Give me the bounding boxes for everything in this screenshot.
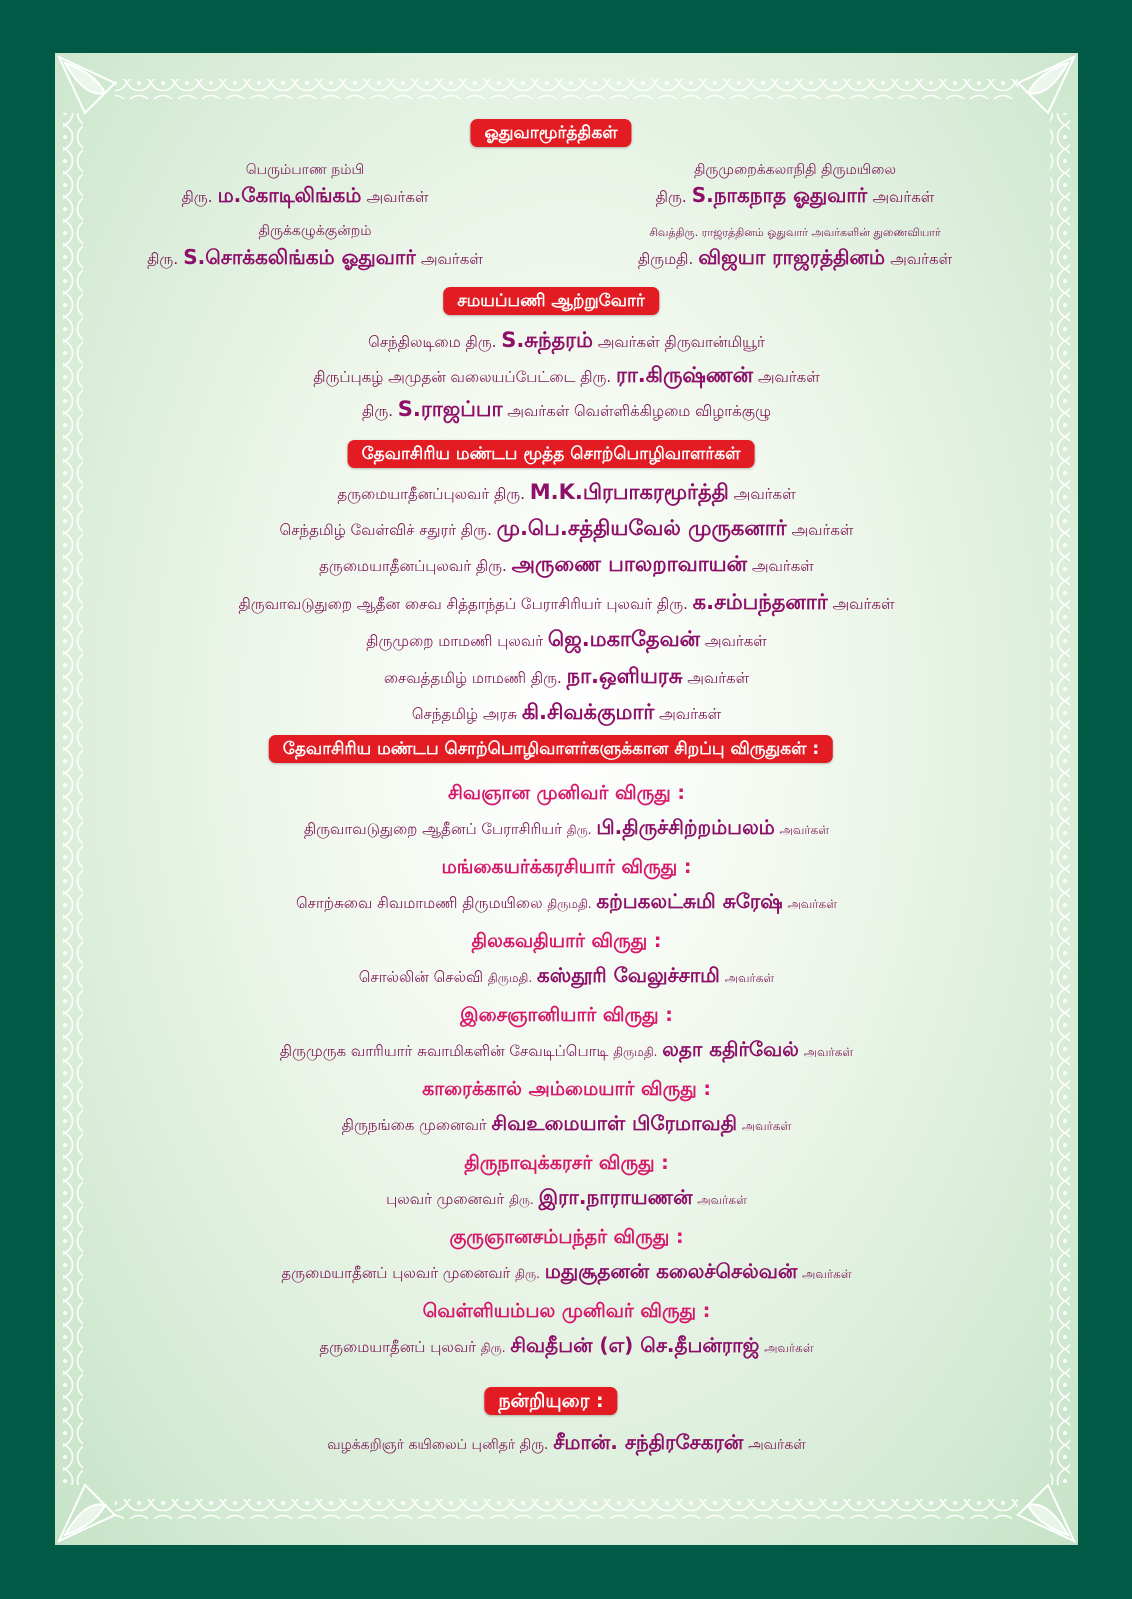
person-name: ம.கோடிலிங்கம் xyxy=(217,183,362,207)
line-prefix: தருமையாதீனப்புலவர் திரு. xyxy=(319,557,507,575)
person-name: ஜெ.மகாதேவன் xyxy=(547,627,701,651)
person-name: கற்பகலட்சுமி சுரேஷ் xyxy=(596,889,783,913)
person-name: லதா கதிர்வேல் xyxy=(662,1037,799,1061)
line-prefix: திரு. xyxy=(362,402,393,420)
award-recipient xyxy=(55,1260,1078,1285)
senior-speaker-line xyxy=(55,665,1078,689)
line-prefix: சொற்சுவை சிவமாமணி திருமயிலை xyxy=(295,894,543,912)
award-recipient xyxy=(55,1112,1078,1137)
line-prefix: தருமையாதீனப் புலவர் xyxy=(319,1338,477,1356)
honorific: திரு. xyxy=(147,250,179,268)
senior-speaker-line xyxy=(55,481,1078,505)
award-recipient xyxy=(55,1334,1078,1359)
person-name: சீமான். சந்திரசேகரன் xyxy=(553,1430,744,1454)
person-name: க.சம்பந்தனார் xyxy=(692,590,828,614)
award-recipient xyxy=(55,1186,1078,1211)
samayappani-line-1 xyxy=(55,329,1078,353)
person-name: மதுசூதனன் கலைச்செல்வன் xyxy=(544,1259,798,1283)
award-title: வெள்ளியம்பல முனிவர் விருது : xyxy=(422,1300,711,1322)
award-title: திருநாவுக்கரசர் விருது : xyxy=(464,1152,669,1174)
thanks-header: நன்றியுரை : xyxy=(484,1387,617,1415)
line-prefix: திருவாவடுதுறை ஆதீனப் பேராசிரியர் xyxy=(303,820,563,838)
award-title: மங்கையர்க்கரசியார் விருது : xyxy=(441,856,692,878)
line-prefix: தருமையாதீனப் புலவர் முனைவர் xyxy=(281,1264,511,1282)
honorific: திருமதி. xyxy=(637,250,694,268)
person-name: இரா.நாராயணன் xyxy=(538,1185,693,1209)
line-suffix: அவர்கள் xyxy=(733,485,796,503)
person-name: சிவதீபன் (எ) செ.தீபன்ராஜ் xyxy=(510,1333,760,1357)
line-suffix: அவர்கள் திருவான்மியூர் xyxy=(597,333,765,351)
person-name: சிவஉமையாள் பிரேமாவதி xyxy=(491,1111,737,1135)
line-prefix: திருப்புகழ் அமுதன் வலையப்பேட்டை திரு. xyxy=(313,368,612,386)
person-name: மு.பெ.சத்தியவேல் முருகனார் xyxy=(496,516,787,540)
senior-speaker-line xyxy=(55,553,1078,577)
award-recipient xyxy=(55,964,1078,989)
suffix: அவர்கள் xyxy=(741,1119,792,1133)
suffix: அவர்கள் xyxy=(802,1267,852,1281)
line-suffix: அவர்கள் xyxy=(757,368,820,386)
suffix: அவர்கள் xyxy=(779,823,830,837)
othuvar-left-2 xyxy=(95,245,535,272)
content xyxy=(55,53,1078,1545)
invitation-card xyxy=(55,53,1078,1545)
suffix: அவர்கள் xyxy=(872,188,935,206)
person-name: ரா.கிருஷ்ணன் xyxy=(615,363,754,387)
suffix: அவர்கள் xyxy=(764,1341,814,1355)
samayappani-line-3 xyxy=(55,398,1078,422)
line-suffix: அவர்கள் xyxy=(751,557,814,575)
person-name: S.ராஜப்பா xyxy=(397,397,503,421)
person-name: நா.ஒளியரசு xyxy=(566,664,683,688)
othuvar-right-1-desc: திருமுறைக்கலாநிதி திருமயிலை xyxy=(693,162,897,178)
honorific: திரு. xyxy=(515,1267,540,1281)
award-title: சிவஞான முனிவர் விருது : xyxy=(448,782,685,804)
line-prefix: சைவத்தமிழ் மாமணி திரு. xyxy=(383,669,562,687)
line-prefix: சொல்லின் செல்வி xyxy=(358,968,484,986)
person-name: விஜயா ராஜரத்தினம் xyxy=(698,245,886,269)
othuvar-right-1 xyxy=(575,183,1015,210)
line-prefix: திருமுறை மாமணி புலவர் xyxy=(366,632,544,650)
suffix: அவர்கள் xyxy=(803,1045,854,1059)
senior-speaker-line xyxy=(55,701,1078,725)
senior-speaker-line xyxy=(55,591,1078,615)
othuvar-header: ஓதுவாமூர்த்திகள் xyxy=(470,119,631,147)
honorific: திருமதி. xyxy=(613,1045,658,1059)
award-recipient xyxy=(55,890,1078,915)
award-recipient xyxy=(55,816,1078,841)
samayappani-header: சமயப்பணி ஆற்றுவோர் xyxy=(443,287,659,315)
line-prefix: திருநங்கை முனைவர் xyxy=(341,1116,487,1134)
award-recipient xyxy=(55,1038,1078,1063)
thanks-line xyxy=(55,1431,1078,1455)
suffix: அவர்கள் xyxy=(697,1193,747,1207)
line-prefix: தருமையாதீனப்புலவர் திரு. xyxy=(337,485,525,503)
line-suffix: அவர்கள் xyxy=(687,669,750,687)
honorific: திரு. xyxy=(181,188,213,206)
line-suffix: அவர்கள் xyxy=(791,521,854,539)
honorific: திரு. xyxy=(655,188,687,206)
line-prefix: வழக்கறிஞர் கயிலைப் புனிதர் திரு. xyxy=(327,1437,549,1453)
line-prefix: செந்தமிழ் அரசு xyxy=(411,705,518,723)
suffix: அவர்கள் xyxy=(890,250,953,268)
person-name: S.நாகநாத ஓதுவார் xyxy=(691,183,868,207)
person-name: கி.சிவக்குமார் xyxy=(521,700,655,724)
honorific: திரு. xyxy=(480,1341,506,1355)
line-suffix: அவர்கள் xyxy=(659,705,722,723)
samayappani-line-2 xyxy=(55,364,1078,388)
person-name: பி.திருச்சிற்றம்பலம் xyxy=(596,815,775,839)
person-name: S.சொக்கலிங்கம் ஓதுவார் xyxy=(183,245,416,269)
person-name: கஸ்தூரி வேலுச்சாமி xyxy=(536,963,720,987)
othuvar-right-2-desc: சிவத்திரு. ராஜரத்தினம் ஓதுவார் அவர்களின் துணைவியார் xyxy=(649,226,941,239)
award-title: திலகவதியார் விருது : xyxy=(471,930,662,952)
honorific: திரு. xyxy=(566,823,592,837)
suffix: அவர்கள் xyxy=(420,250,483,268)
othuvar-left-1 xyxy=(115,183,495,210)
honorific: திரு. xyxy=(509,1193,534,1207)
honorific: திருமதி. xyxy=(487,971,533,985)
suffix: அவர்கள் xyxy=(787,897,838,911)
suffix: அவர்கள் xyxy=(748,1437,806,1453)
award-title: இசைஞானியார் விருது : xyxy=(460,1004,673,1026)
line-prefix: திருமுருக வாரியார் சுவாமிகளின் சேவடிப்பொடி xyxy=(279,1042,609,1060)
othuvar-right-2 xyxy=(560,245,1030,272)
line-suffix: அவர்கள் xyxy=(704,632,767,650)
award-title: குருஞானசம்பந்தர் விருது : xyxy=(449,1226,684,1248)
line-prefix: திருவாவடுதுறை ஆதீன சைவ சித்தாந்தப் பேராசிரியர் புலவர் திரு. xyxy=(238,595,688,613)
person-name: S.சுந்தரம் xyxy=(501,328,593,352)
suffix: அவர்கள் xyxy=(724,971,775,985)
person-name: அருணை பாலறாவாயன் xyxy=(511,552,748,576)
person-name: M.K.பிரபாகரமூர்த்தி xyxy=(529,480,729,504)
othuvar-left-2-desc: திருக்கழுக்குன்றம் xyxy=(258,223,372,239)
othuvar-left-1-desc: பெரும்பாண நம்பி xyxy=(245,162,365,178)
line-prefix: செந்திலடிமை திரு. xyxy=(368,333,497,351)
line-prefix: செந்தமிழ் வேள்விச் சதுரர் திரு. xyxy=(279,521,492,539)
awards-header: தேவாசிரிய மண்டப சொற்பொழிவாளர்களுக்கான சிறப்பு விருதுகள் : xyxy=(269,735,833,763)
line-suffix: அவர்கள் வெள்ளிக்கிழமை விழாக்குழு xyxy=(507,402,771,420)
line-suffix: அவர்கள் xyxy=(832,595,895,613)
senior-speaker-line xyxy=(55,517,1078,541)
suffix: அவர்கள் xyxy=(366,188,429,206)
line-prefix: புலவர் முனைவர் xyxy=(386,1190,505,1208)
award-title: காரைக்கால் அம்மையார் விருது : xyxy=(422,1078,711,1100)
senior-speakers-header: தேவாசிரிய மண்டப மூத்த சொற்பொழிவாளர்கள் xyxy=(348,440,755,468)
senior-speaker-line xyxy=(55,628,1078,652)
honorific: திருமதி. xyxy=(547,897,592,911)
